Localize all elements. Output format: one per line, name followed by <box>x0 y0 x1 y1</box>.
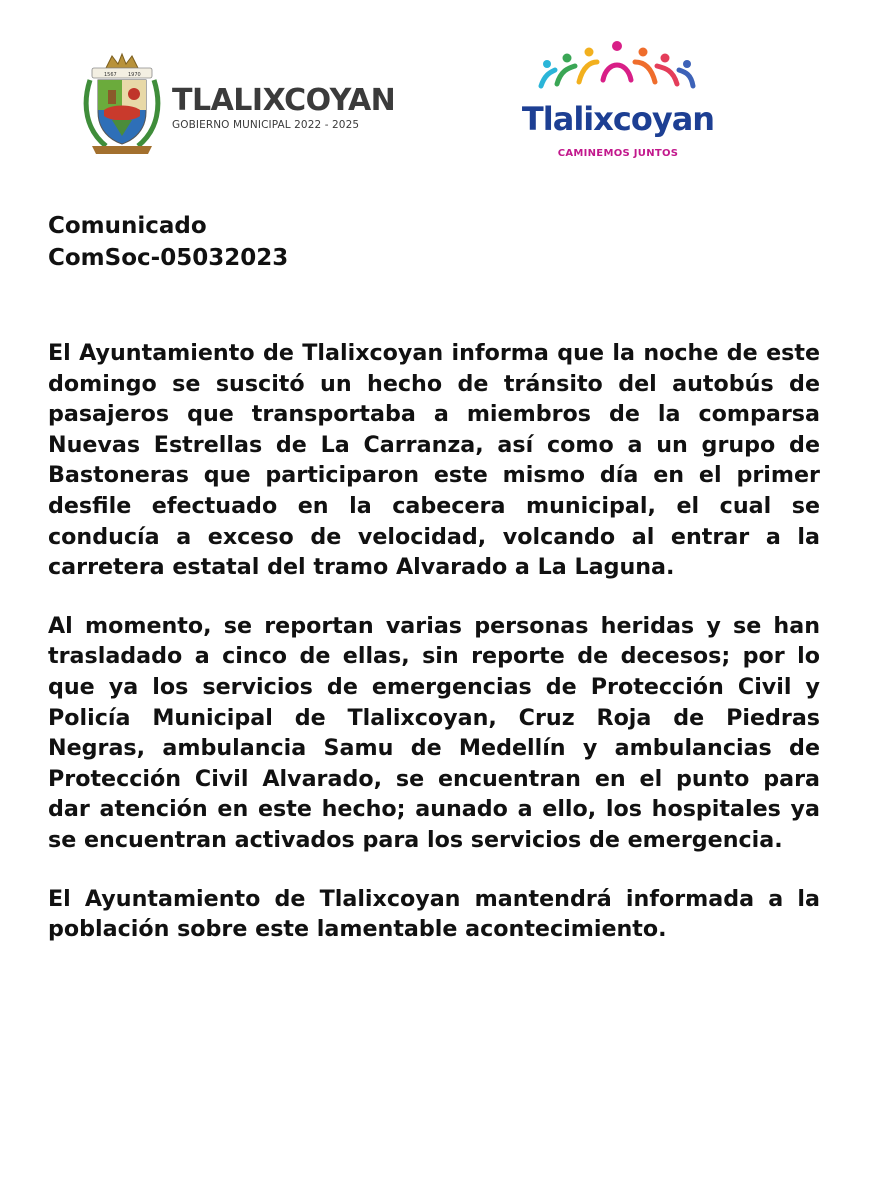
paragraph-incident: El Ayuntamiento de Tlalixcoyan informa que la noche de este domingo se suscitó un hecho de tránsito del autobús de pasajeros que transportaba a miembros de la comparsa Nuevas Estrellas de La Carranza, así como a un grupo de Bastoneras que participaron este mismo día en el primer desfile efectuado en la cabecera municipal, el cual se conducía a exceso de velocidad, volcando al entrar a la carretera estatal del tramo Alvarado a La Laguna. <box>48 340 820 581</box>
crest-year-left: 1567 <box>104 72 117 78</box>
paragraph-response: Al momento, se reportan varias personas heridas y se han trasladado a cinco de ellas, sin reporte de decesos; por lo que ya los servicios de emergencias de Protección Civil y Policía Municipal de Tlalixcoyan, Cruz Roja de Piedras Negras, ambulancia Samu de Medellín y ambulancias de Protección Civil Alvarado, se encuentran en el punto para dar atención en este hecho; aunado a ello, los hospitales ya se encuentran activados para los servicios de emergencia. <box>48 612 820 853</box>
tlalixcoyan-brand-logo <box>515 40 721 170</box>
communique-body <box>48 210 820 973</box>
slogan: CAMINEMOS JUNTOS <box>557 148 679 159</box>
paragraph-closing: El Ayuntamiento de Tlalixcoyan mantendrá informada a la población sobre este lamentable acontecimiento. <box>48 885 820 943</box>
crest-year-right: 1970 <box>128 72 141 78</box>
document-header <box>0 0 872 180</box>
communique-title: Comunicado <box>48 213 207 239</box>
municipal-brand <box>172 83 396 131</box>
municipality-name: TLALIXCOYAN <box>172 83 396 118</box>
tlalixcoyan-wordmark: Tlalixcoyan <box>521 100 715 138</box>
government-period: GOBIERNO MUNICIPAL 2022 - 2025 <box>172 119 360 131</box>
communique-paragraphs <box>48 338 820 945</box>
coat-of-arms-icon <box>82 50 162 156</box>
communique-code: ComSoc-05032023 <box>48 245 289 271</box>
people-figures-icon <box>537 40 697 102</box>
